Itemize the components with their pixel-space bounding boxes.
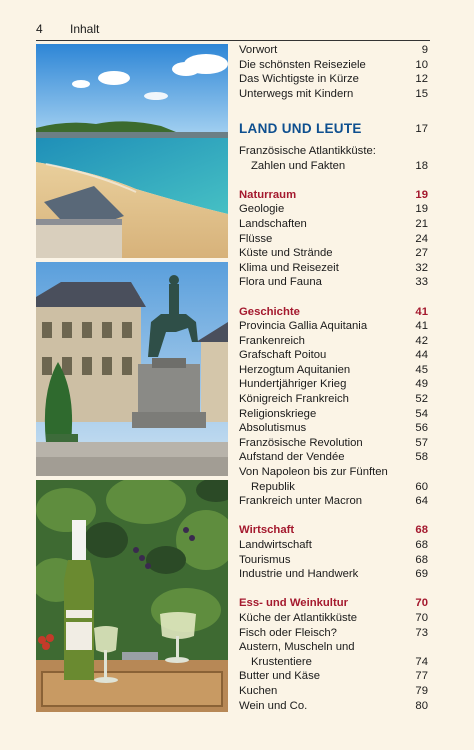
toc-entry[interactable] (239, 144, 428, 159)
toc-entry[interactable] (239, 72, 428, 87)
toc-page-number: 21 (415, 217, 428, 230)
toc-page-number: 18 (415, 159, 428, 172)
toc-entry[interactable] (239, 538, 428, 553)
toc-entry[interactable] (239, 261, 428, 276)
toc-entry[interactable] (239, 232, 428, 247)
toc-part-heading[interactable] (239, 118, 428, 140)
toc-page-number: 52 (415, 393, 428, 406)
toc-section-heading[interactable] (239, 188, 428, 203)
toc-entry-label: Das Wichtigste in Kürze (239, 73, 359, 86)
toc-entry[interactable] (239, 202, 428, 217)
toc-entry[interactable] (239, 494, 428, 509)
toc-entry-label: LAND UND LEUTE (239, 120, 362, 136)
toc-page-number: 58 (415, 451, 428, 464)
toc-entry-label: Kuchen (239, 684, 278, 697)
toc-entry[interactable] (239, 392, 428, 407)
toc-entry-label: Fisch oder Fleisch? (239, 626, 337, 639)
toc-page-number: 19 (415, 188, 428, 201)
toc-entry[interactable] (239, 58, 428, 73)
toc-section-heading[interactable] (239, 523, 428, 538)
toc-spacer (239, 101, 428, 116)
toc-entry-label: Tourismus (239, 553, 291, 566)
toc-page-number: 70 (415, 597, 428, 610)
toc-section-heading[interactable] (239, 305, 428, 320)
page-header (36, 20, 430, 41)
beach-photo (36, 44, 228, 258)
toc-entry-label: Vorwort (239, 44, 278, 56)
toc-entry[interactable] (239, 684, 428, 699)
toc-entry-label: Krustentiere (251, 655, 312, 668)
statue-square-photo (36, 262, 228, 476)
toc-entry[interactable] (239, 436, 428, 451)
toc-entry-label: Unterwegs mit Kindern (239, 87, 354, 100)
toc-page-number: 68 (415, 553, 428, 566)
toc-entry[interactable] (239, 669, 428, 684)
table-of-contents (239, 43, 428, 713)
toc-spacer (239, 290, 428, 305)
toc-entry[interactable] (239, 699, 428, 714)
toc-page-number: 27 (415, 247, 428, 260)
toc-entry-label: Geschichte (239, 305, 300, 318)
toc-entry-label: Republik (251, 480, 295, 493)
toc-entry-label: Französische Revolution (239, 436, 363, 449)
toc-spacer (239, 582, 428, 597)
toc-entry-label: Religionskriege (239, 407, 317, 420)
toc-entry[interactable] (239, 43, 428, 58)
toc-entry-label: Zahlen und Fakten (251, 159, 346, 172)
toc-entry-label: Ess- und Weinkultur (239, 597, 349, 610)
toc-entry-label: Küche der Atlantikküste (239, 611, 358, 624)
toc-page-number: 49 (415, 378, 428, 391)
toc-page-number: 54 (415, 407, 428, 420)
toc-entry[interactable] (239, 348, 428, 363)
toc-entry-label: Französische Atlantikküste: (239, 144, 376, 157)
toc-page-number: 70 (415, 611, 428, 624)
toc-entry-label: Wein und Co. (239, 699, 308, 712)
toc-entry-label: Königreich Frankreich (239, 393, 349, 406)
toc-entry[interactable] (239, 407, 428, 422)
toc-entry-label: Wirtschaft (239, 524, 295, 537)
toc-entry[interactable] (239, 480, 428, 495)
toc-entry[interactable] (239, 450, 428, 465)
toc-entry-label: Küste und Strände (239, 247, 333, 260)
toc-entry-label: Landwirtschaft (239, 539, 312, 551)
toc-entry-label: Frankenreich (239, 334, 305, 347)
toc-page-number: 9 (421, 44, 428, 56)
toc-page-number: 17 (415, 122, 428, 135)
toc-page-number: 44 (415, 349, 428, 362)
toc-page-number: 68 (415, 524, 428, 537)
toc-entry-label: Industrie und Handwerk (239, 568, 359, 581)
toc-entry-label: Geologie (239, 203, 285, 216)
toc-entry-label: Austern, Muscheln und (239, 641, 355, 654)
toc-entry-label: Flüsse (239, 232, 273, 245)
toc-entry-label: Flora und Fauna (239, 276, 322, 289)
toc-entry-label: Frankreich unter Macron (239, 495, 363, 508)
toc-section-heading[interactable] (239, 596, 428, 611)
toc-page-number: 24 (415, 232, 428, 245)
toc-entry[interactable] (239, 640, 428, 655)
toc-page-number: 15 (415, 87, 428, 100)
toc-entry[interactable] (239, 319, 428, 334)
toc-entry[interactable] (239, 217, 428, 232)
page-number: 4 (36, 22, 43, 36)
toc-entry[interactable] (239, 246, 428, 261)
toc-entry-label: Hundertjähriger Krieg (239, 378, 347, 391)
toc-page-number: 41 (415, 305, 428, 318)
toc-page-number: 19 (415, 203, 428, 216)
toc-page-number: 64 (415, 495, 428, 508)
toc-entry[interactable] (239, 655, 428, 670)
toc-page-number: 60 (415, 480, 428, 493)
toc-entry-label: Die schönsten Reiseziele (239, 58, 366, 71)
toc-entry[interactable] (239, 334, 428, 349)
toc-page-number: 45 (415, 363, 428, 376)
toc-page-number: 74 (415, 655, 428, 668)
toc-entry[interactable] (239, 275, 428, 290)
toc-page-number: 12 (415, 73, 428, 86)
toc-page-number: 33 (415, 276, 428, 289)
toc-entry[interactable] (239, 626, 428, 641)
toc-entry-label: Grafschaft Poitou (239, 349, 327, 362)
toc-entry[interactable] (239, 363, 428, 378)
toc-spacer (239, 509, 428, 524)
toc-entry-label: Absolutismus (239, 422, 307, 435)
toc-page-number: 73 (415, 626, 428, 639)
toc-page-number: 69 (415, 568, 428, 581)
toc-page-number: 80 (415, 699, 428, 712)
toc-page-number: 41 (415, 320, 428, 333)
toc-entry[interactable] (239, 421, 428, 436)
toc-spacer (239, 173, 428, 188)
toc-page-number: 57 (415, 436, 428, 449)
wine-oysters-photo (36, 480, 228, 712)
toc-entry[interactable] (239, 553, 428, 568)
toc-entry[interactable] (239, 87, 428, 102)
toc-entry[interactable] (239, 465, 428, 480)
toc-entry[interactable] (239, 159, 428, 174)
toc-entry-label: Naturraum (239, 188, 297, 201)
toc-page-number: 56 (415, 422, 428, 435)
toc-entry[interactable] (239, 611, 428, 626)
toc-entry-label: Provincia Gallia Aquitania (239, 320, 368, 333)
toc-entry-label: Butter und Käse (239, 670, 321, 683)
toc-page-number: 32 (415, 261, 428, 274)
toc-entry-label: Herzogtum Aquitanien (239, 363, 351, 376)
toc-page-number: 77 (415, 670, 428, 683)
toc-page-number: 42 (415, 334, 428, 347)
toc-entry[interactable] (239, 567, 428, 582)
toc-entry[interactable] (239, 377, 428, 392)
toc-page-number: 79 (415, 684, 428, 697)
toc-entry-label: Klima und Reisezeit (239, 261, 339, 274)
running-title: Inhalt (70, 22, 100, 36)
toc-entry-label: Landschaften (239, 217, 307, 230)
toc-entry-label: Von Napoleon bis zur Fünften (239, 466, 388, 479)
toc-page-number: 68 (415, 539, 428, 551)
toc-page-number: 10 (415, 58, 428, 71)
toc-entry-label: Aufstand der Vendée (239, 451, 345, 464)
